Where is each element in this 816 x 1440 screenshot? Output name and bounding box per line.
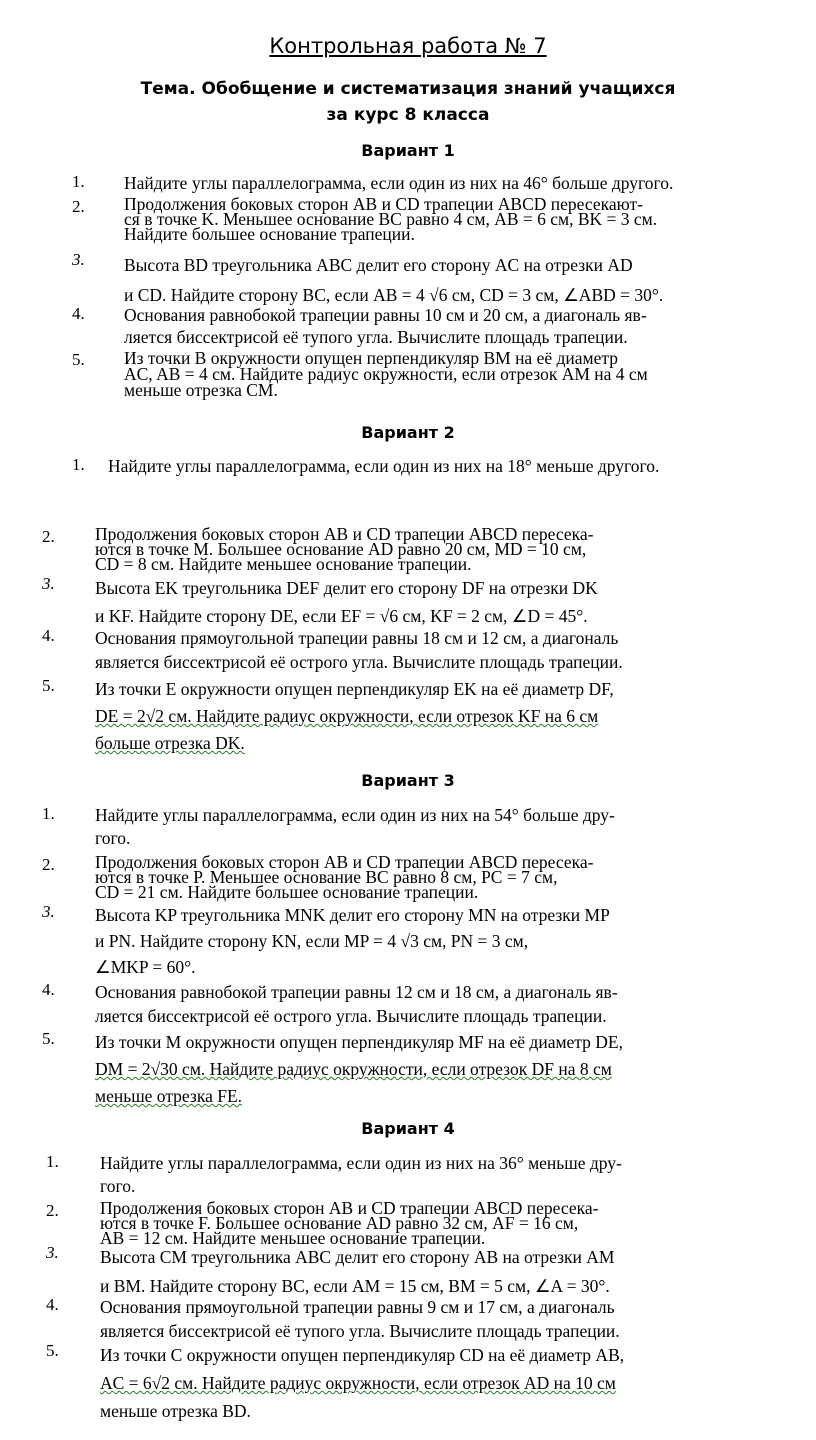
problem-line: и KF. Найдите сторону DE, если EF = √6 см, KF = 2 см, ∠D = 45°. bbox=[95, 606, 588, 626]
item-number: 4. bbox=[72, 304, 85, 323]
problem-line: является биссектрисой её острого угла. Вычислите площадь трапеции. bbox=[95, 652, 623, 672]
problem-line: Найдите углы параллелограмма, если один из них на 54° больше дру- bbox=[95, 805, 615, 825]
problem-line: Основания равнобокой трапеции равны 12 см и 18 см, а диагональ яв- bbox=[95, 982, 618, 1002]
problem-line: Из точки B окружности опущен перпендикуляр BM на её диаметр bbox=[124, 348, 618, 368]
item-number: 4. bbox=[42, 626, 55, 645]
problem-line: и BM. Найдите сторону BC, если AM = 15 см, BM = 5 см, ∠A = 30°. bbox=[100, 1276, 610, 1296]
problem-line: CD = 21 см. Найдите большее основание трапеции. bbox=[95, 882, 479, 902]
problem-line: Высота KP треугольника MNK делит его сторону MN на отрезки MP bbox=[95, 905, 610, 925]
problem-line: меньше отрезка FE. bbox=[95, 1086, 243, 1106]
item-number: 1. bbox=[72, 172, 85, 191]
problem-text bbox=[95, 524, 771, 574]
problem-text bbox=[100, 1152, 770, 1198]
item-number: 5. bbox=[46, 1341, 59, 1360]
problem-line: Продолжения боковых сторон AB и CD трапеции ABCD пересека- bbox=[100, 1198, 599, 1218]
problem-line: гого. bbox=[95, 828, 131, 848]
problem-line: Основания прямоугольной трапеции равны 9 см и 17 см, а диагональ bbox=[100, 1297, 615, 1317]
problem-line: ∠MKP = 60°. bbox=[95, 957, 196, 977]
problem-line: больше отрезка DK. bbox=[95, 733, 245, 753]
variant-heading: Вариант 2 bbox=[361, 423, 455, 442]
problem-line: ляется биссектрисой её тупого угла. Вычислите площадь трапеции. bbox=[124, 327, 628, 347]
item-number: 1. bbox=[42, 804, 55, 823]
problem-text bbox=[124, 172, 772, 194]
problem-text bbox=[100, 1295, 770, 1343]
item-number: 2. bbox=[46, 1201, 59, 1220]
item-number: 4. bbox=[42, 980, 55, 999]
item-number: 4. bbox=[46, 1295, 59, 1314]
item-number: 2. bbox=[42, 527, 55, 546]
problem-text bbox=[124, 194, 772, 244]
subtitle-line: за курс 8 класса bbox=[326, 105, 490, 125]
problem-line: Продолжения боковых сторон AB и CD трапеции ABCD пересека- bbox=[95, 524, 594, 544]
problem-text bbox=[124, 304, 772, 348]
problem-line: меньше отрезка CM. bbox=[124, 380, 278, 400]
problem-text bbox=[100, 1341, 770, 1425]
problem-text bbox=[95, 902, 771, 980]
problem-line: ются в точке P. Меньшее основание BC равно 8 см, PC = 7 см, bbox=[95, 867, 558, 887]
problem-line: Найдите углы параллелограмма, если один из них на 46° больше другого. bbox=[124, 173, 674, 193]
item-number: 3. bbox=[42, 574, 55, 593]
problem-text bbox=[124, 250, 772, 310]
problem-line: Продолжения боковых сторон AB и CD трапеции ABCD пересекают- bbox=[124, 194, 643, 214]
item-number: 3. bbox=[42, 902, 55, 921]
problem-line: Высота CM треугольника ABC делит его сторону AB на отрезки AM bbox=[100, 1247, 615, 1267]
problem-line: Найдите большее основание трапеции. bbox=[124, 224, 415, 244]
problem-line: Высота BD треугольника ABC делит его сторону AC на отрезки AD bbox=[124, 255, 633, 275]
variant-heading: Вариант 3 bbox=[361, 771, 455, 790]
item-number: 3. bbox=[72, 250, 85, 269]
problem-line: ются в точке F. Большее основание AD равно 32 см, AF = 16 см, bbox=[100, 1213, 579, 1233]
problem-line: AC = 6√2 см. Найдите радиус окружности, если отрезок AD на 10 см bbox=[100, 1373, 616, 1393]
problem-line: Высота EK треугольника DEF делит его сторону DF на отрезки DK bbox=[95, 578, 598, 598]
problem-line: DM = 2√30 см. Найдите радиус окружности, если отрезок DF на 8 см bbox=[95, 1059, 612, 1079]
variant-heading: Вариант 1 bbox=[361, 141, 455, 160]
problem-text bbox=[95, 676, 771, 757]
problem-line: DE = 2√2 см. Найдите радиус окружности, если отрезок KF на 6 см bbox=[95, 706, 599, 726]
problem-text bbox=[95, 626, 771, 674]
problem-line: Из точки C окружности опущен перпендикуляр CD на её диаметр AB, bbox=[100, 1345, 625, 1365]
item-number: 5. bbox=[42, 676, 55, 695]
problem-line: CD = 8 см. Найдите меньшее основание трапеции. bbox=[95, 554, 472, 574]
problem-line: AC, AB = 4 см. Найдите радиус окружности, если отрезок AM на 4 см bbox=[124, 364, 648, 384]
variant-heading: Вариант 4 bbox=[361, 1119, 455, 1138]
problem-line: является биссектрисой её тупого угла. Вычислите площадь трапеции. bbox=[100, 1321, 620, 1341]
problem-text bbox=[100, 1243, 770, 1301]
problem-line: Основания прямоугольной трапеции равны 18 см и 12 см, а диагональ bbox=[95, 628, 619, 648]
problem-text bbox=[95, 804, 771, 850]
page-title: Контрольная работа № 7 bbox=[269, 34, 547, 58]
problem-text bbox=[108, 455, 768, 477]
page-subtitle bbox=[0, 76, 816, 128]
problem-text bbox=[95, 574, 771, 630]
item-number: 3. bbox=[46, 1243, 59, 1262]
problem-line: меньше отрезка BD. bbox=[100, 1401, 251, 1421]
problem-text bbox=[95, 980, 771, 1028]
subtitle-line: Тема. Обобщение и систематизация знаний учащихся bbox=[140, 79, 676, 99]
problem-text bbox=[95, 1029, 771, 1110]
item-number: 1. bbox=[72, 455, 85, 474]
problem-line: ляется биссектрисой её острого угла. Вычислите площадь трапеции. bbox=[95, 1006, 607, 1026]
problem-line: AB = 12 см. Найдите меньшее основание трапеции. bbox=[100, 1228, 486, 1248]
item-number: 2. bbox=[72, 197, 85, 216]
problem-line: и PN. Найдите сторону KN, если MP = 4 √3 см, PN = 3 см, bbox=[95, 931, 529, 951]
problem-line: и CD. Найдите сторону BC, если AB = 4 √6 см, CD = 3 см, ∠ABD = 30°. bbox=[124, 285, 664, 305]
item-number: 2. bbox=[42, 855, 55, 874]
problem-text bbox=[100, 1198, 770, 1248]
problem-line: Из точки M окружности опущен перпендикуляр MF на её диаметр DE, bbox=[95, 1032, 623, 1052]
problem-text bbox=[95, 852, 771, 902]
problem-line: Продолжения боковых сторон AB и CD трапеции ABCD пересека- bbox=[95, 852, 594, 872]
problem-line: Найдите углы параллелограмма, если один из них на 18° меньше другого. bbox=[108, 456, 660, 476]
problem-line: Из точки E окружности опущен перпендикуляр EK на её диаметр DF, bbox=[95, 679, 614, 699]
problem-line: гого. bbox=[100, 1176, 136, 1196]
problem-line: ются в точке M. Большее основание AD равно 20 см, MD = 10 см, bbox=[95, 539, 587, 559]
item-number: 5. bbox=[72, 350, 85, 369]
problem-line: Основания равнобокой трапеции равны 10 см и 20 см, а диагональ яв- bbox=[124, 305, 647, 325]
problem-line: ся в точке K. Меньшее основание BC равно 4 см, AB = 6 см, BK = 3 см. bbox=[124, 209, 658, 229]
problem-text bbox=[124, 350, 772, 398]
item-number: 1. bbox=[46, 1152, 59, 1171]
item-number: 5. bbox=[42, 1029, 55, 1048]
problem-line: Найдите углы параллелограмма, если один из них на 36° меньше дру- bbox=[100, 1153, 622, 1173]
